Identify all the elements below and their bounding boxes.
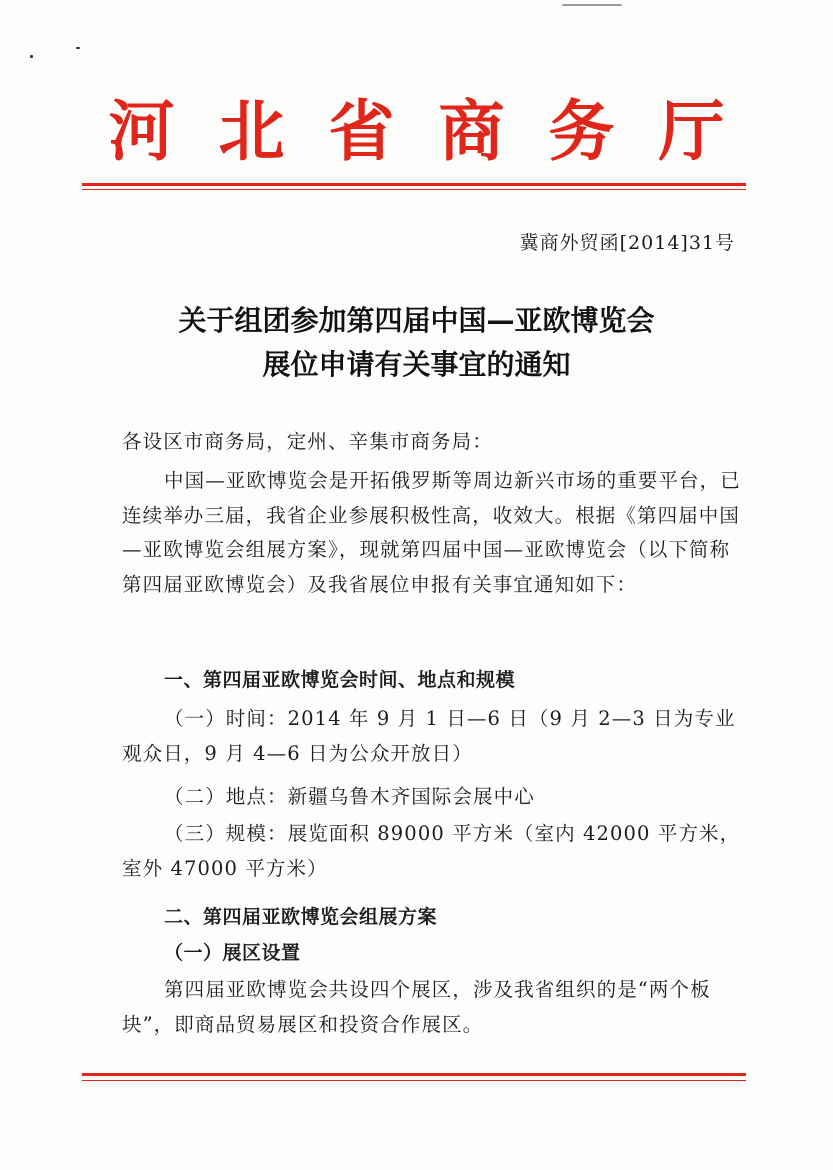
- letterhead-title: 河北省商务厅: [108, 92, 769, 170]
- section1-item-location: （二）地点：新疆乌鲁木齐国际会展中心: [164, 785, 535, 808]
- scan-speck: [76, 47, 80, 49]
- document-number: 冀商外贸函[2014]31号: [519, 232, 735, 254]
- footer-rule-thin: [82, 1080, 746, 1081]
- scan-speck: [562, 4, 622, 6]
- section2-subheading: （一）展区设置: [164, 942, 301, 964]
- salutation: 各设区市商务局，定州、辛集市商务局：: [122, 430, 493, 453]
- footer-rule: [82, 1073, 746, 1076]
- document-title-line2: 展位申请有关事宜的通知: [262, 348, 571, 381]
- letterhead-rule: [82, 183, 746, 186]
- intro-paragraph: 中国—亚欧博览会是开拓俄罗斯等周边新兴市场的重要平台，已连续举办三届，我省企业参展积极性高，收效大。根据《第四届中国—亚欧博览会组展方案》，现就第四届中国—亚欧博览会（以下简称第四届亚欧博览会）及我省展位申报有关事宜通知如下：: [122, 469, 741, 596]
- letterhead-rule-thin: [82, 189, 746, 190]
- section1-item-time: （一）时间：2014 年 9 月 1 日—6 日（9 月 2—3 日为专业观众日，9 月 4—6 日为公众开放日）: [122, 707, 736, 765]
- section2-paragraph: 第四届亚欧博览会共设四个展区，涉及我省组织的是“两个板块”，即商品贸易展区和投资合作展区。: [122, 978, 711, 1036]
- section1-item-scale: （三）规模：展览面积 89000 平方米（室内 42000 平方米，室外 47000 平方米）: [122, 822, 741, 880]
- section2-heading: 二、第四届亚欧博览会组展方案: [164, 906, 438, 928]
- document-title-line1: 关于组团参加第四届中国—亚欧博览会: [178, 304, 655, 337]
- scan-speck: [30, 55, 33, 58]
- section1-heading: 一、第四届亚欧博览会时间、地点和规模: [164, 669, 516, 691]
